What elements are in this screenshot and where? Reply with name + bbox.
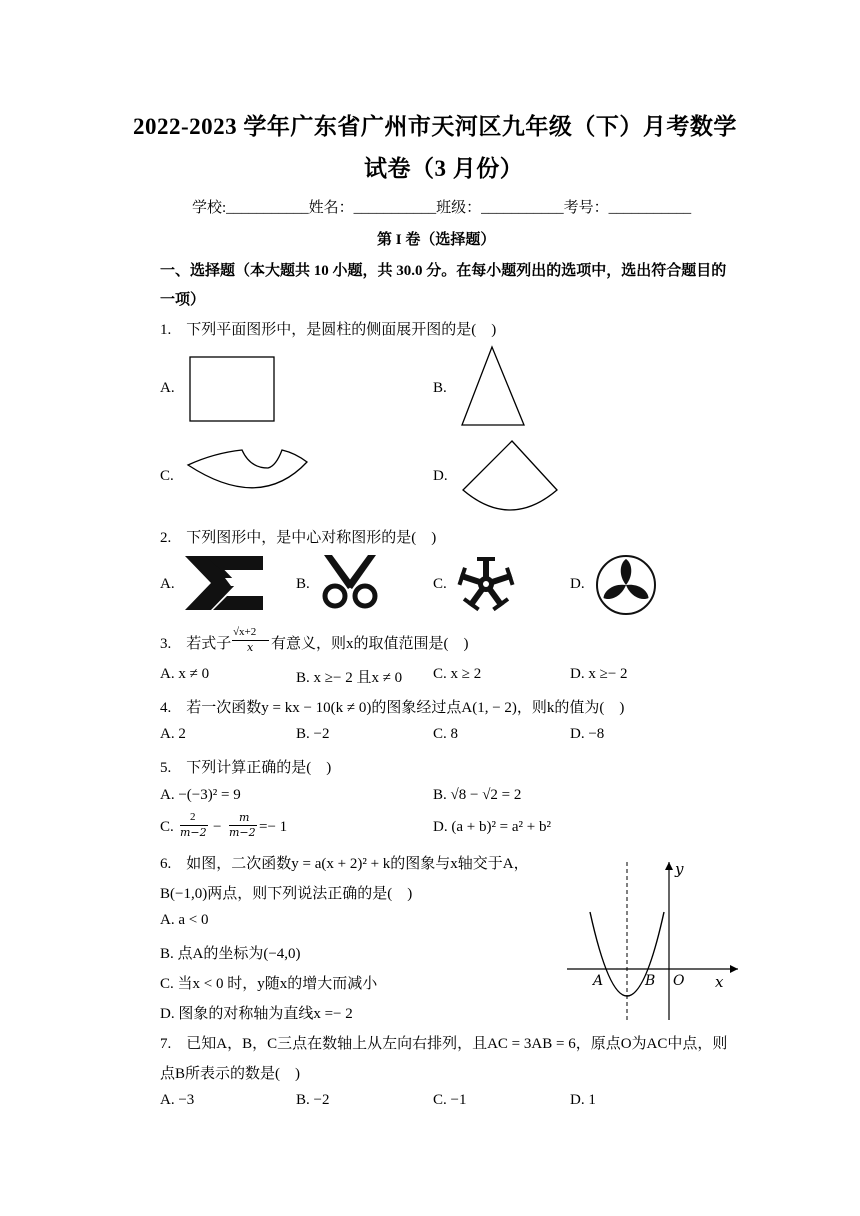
- q6-option-c[interactable]: C. 当x < 0 时，y随x的增大而减小: [160, 976, 378, 992]
- q3-option-a[interactable]: A. x ≠ 0: [160, 666, 210, 682]
- q2-option-c-label[interactable]: C.: [433, 576, 447, 592]
- part-heading-line2: 一项）: [160, 292, 206, 308]
- q2-option-a-label[interactable]: A.: [160, 576, 175, 592]
- q4-option-b[interactable]: B. −2: [296, 726, 330, 742]
- q7-option-b[interactable]: B. −2: [296, 1092, 330, 1108]
- q6-label-b: B: [645, 973, 656, 989]
- q5-option-d[interactable]: D. (a + b)² = a² + b²: [433, 819, 552, 835]
- q4-stem: 4. 若一次函数y = kx − 10(k ≠ 0)的图象经过点A(1, − 2)，则k的值为( ): [160, 700, 625, 716]
- q5-c-tail: =− 1: [259, 819, 288, 835]
- q1-option-a-label[interactable]: A.: [160, 380, 175, 396]
- q6-option-d[interactable]: D. 图象的对称轴为直线x =− 2: [160, 1006, 353, 1022]
- q1-stem: 1. 下列平面图形中，是圆柱的侧面展开图的是( ): [160, 322, 497, 338]
- q7-option-c[interactable]: C. −1: [433, 1092, 467, 1108]
- q4-option-a[interactable]: A. 2: [160, 726, 186, 742]
- q6-option-a[interactable]: A. a < 0: [160, 912, 209, 928]
- q5-option-a[interactable]: A. −(−3)² = 9: [160, 787, 241, 803]
- q3-option-c[interactable]: C. x ≥ 2: [433, 666, 482, 682]
- q3-fraction-numerator: √x+2: [233, 626, 257, 638]
- q7-option-d[interactable]: D. 1: [570, 1092, 596, 1108]
- student-info-line: 学校:___________姓名：___________班级：___________考号：___________: [192, 200, 692, 216]
- q6-stem-line1: 6. 如图，二次函数y = a(x + 2)² + k的图象与x轴交于A，: [160, 856, 529, 872]
- q3-fraction-denominator: x: [247, 641, 254, 654]
- q6-label-y: y: [675, 860, 684, 878]
- section-title: 第 I 卷（选择题）: [377, 232, 496, 248]
- q5-c-minus: −: [213, 819, 222, 835]
- q5-stem: 5. 下列计算正确的是( ): [160, 760, 332, 776]
- q5-c-numerator-1: 2: [190, 811, 196, 823]
- q3-stem-suffix: 有意义，则x的取值范围是( ): [271, 636, 469, 652]
- q7-stem-line1: 7. 已知A，B，C三点在数轴上从左向右排列，且AC = 3AB = 6，原点O为AC中点，则: [160, 1036, 728, 1052]
- q3-option-d[interactable]: D. x ≥− 2: [570, 666, 628, 682]
- q7-stem-line2: 点B所表示的数是( ): [160, 1066, 300, 1082]
- q2-option-d-label[interactable]: D.: [570, 576, 585, 592]
- q5-option-c-label[interactable]: C.: [160, 819, 174, 835]
- q6-label-o: O: [673, 973, 685, 989]
- q6-label-x: x: [715, 973, 724, 991]
- q2-stem: 2. 下列图形中，是中心对称图形的是( ): [160, 530, 437, 546]
- q7-option-a[interactable]: A. −3: [160, 1092, 195, 1108]
- q1-option-d-label[interactable]: D.: [433, 468, 448, 484]
- q5-c-denominator-2: m−2: [229, 826, 256, 839]
- q6-stem-line2: B(−1,0)两点，则下列说法正确的是( ): [160, 886, 413, 902]
- q5-c-denominator-1: m−2: [180, 826, 207, 839]
- part-heading-line1: 一、选择题（本大题共 10 小题，共 30.0 分。在每小题列出的选项中，选出符合题目的: [160, 263, 727, 279]
- q2-option-b-label[interactable]: B.: [296, 576, 310, 592]
- q4-option-d[interactable]: D. −8: [570, 726, 605, 742]
- q4-option-c[interactable]: C. 8: [433, 726, 459, 742]
- q5-option-b[interactable]: B. √8 − √2 = 2: [433, 787, 522, 803]
- exam-title-line1: 2022-2023 学年广东省广州市天河区九年级（下）月考数学: [133, 114, 737, 139]
- q6-label-a: A: [593, 973, 604, 989]
- q3-option-b[interactable]: B. x ≥− 2 且x ≠ 0: [296, 670, 403, 686]
- q1-option-c-label[interactable]: C.: [160, 468, 174, 484]
- q1-option-b-label[interactable]: B.: [433, 380, 447, 396]
- q5-c-numerator-2: m: [239, 811, 250, 824]
- q3-stem-prefix: 3. 若式子: [160, 636, 232, 652]
- q6-option-b[interactable]: B. 点A的坐标为(−4,0): [160, 946, 301, 962]
- exam-title-line2: 试卷（3 月份）: [364, 156, 524, 181]
